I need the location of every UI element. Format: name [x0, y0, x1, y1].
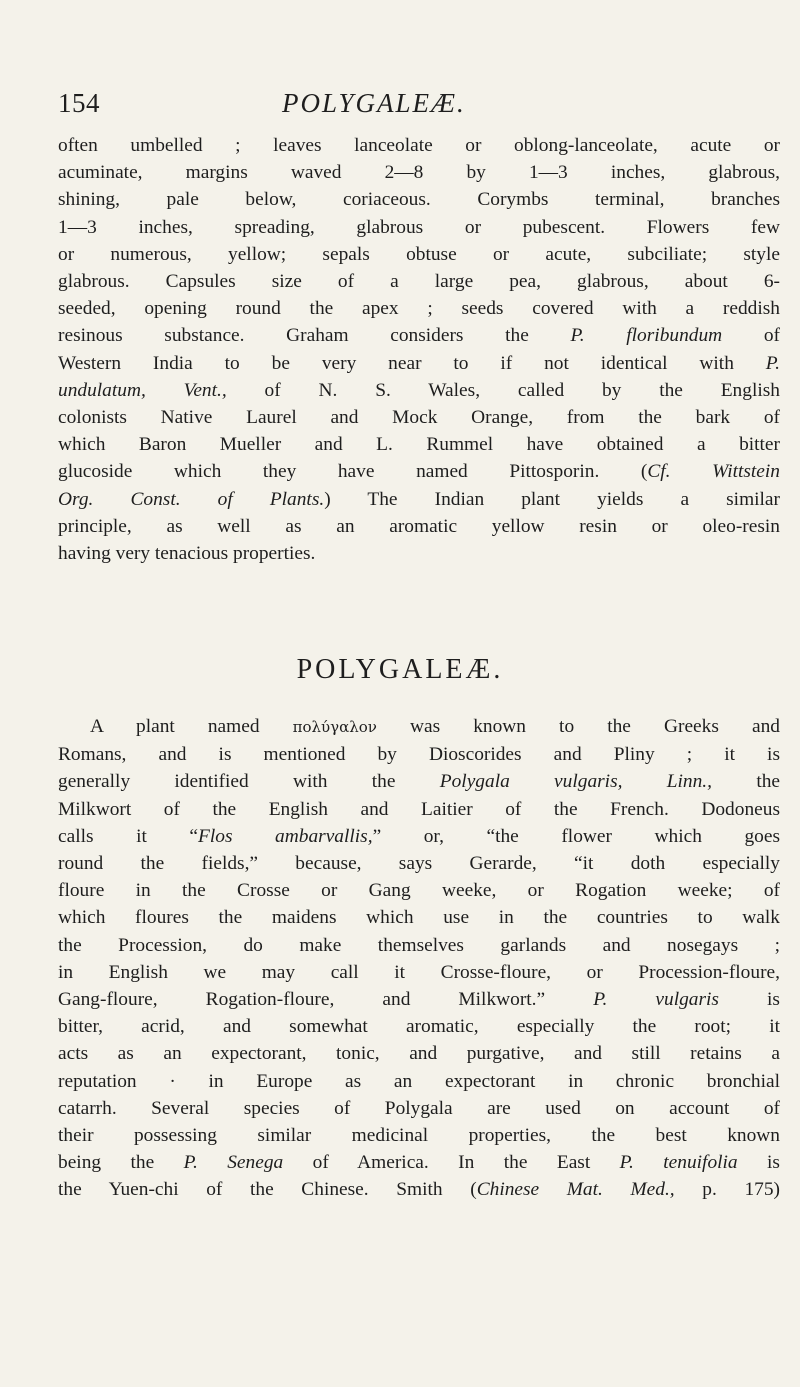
text-line: in English we may call it Crosse-floure, or Procession-floure,	[58, 961, 780, 983]
text-line: catarrh. Several species of Polygala are used on account of	[58, 1097, 780, 1119]
text-line: their possessing similar medicinal properties, the best known	[58, 1125, 780, 1147]
paragraph-polygala	[58, 713, 780, 1204]
text-line: the Procession, do make themselves garlands and nosegays ;	[58, 934, 780, 956]
species-name: P.	[765, 352, 780, 374]
citation: Plants.	[269, 488, 325, 510]
text-line: bitter, acrid, and somewhat aromatic, especially the root; it	[58, 1016, 780, 1038]
text-run: of	[763, 325, 780, 347]
species-name: P. tenuifolia	[619, 1152, 738, 1174]
text-run: of N. S. Wales, called by the English	[264, 379, 780, 401]
text-run: of America. In the East	[312, 1152, 591, 1174]
text-line: which floures the maidens which use in the countries to walk	[58, 907, 780, 929]
citation: Chinese Mat. Med.,	[476, 1179, 675, 1201]
citation: of	[217, 488, 233, 510]
text-line	[58, 986, 780, 1013]
running-title: POLYGALEÆ.	[282, 88, 466, 118]
text-line: Milkwort of the English and Laitier of the French. Dodoneus	[58, 798, 780, 820]
text-line	[58, 486, 780, 513]
page-number: 154	[58, 88, 100, 118]
running-head	[58, 88, 778, 122]
species-name: undulatum, Vent.,	[58, 379, 227, 401]
text-line: Romans, and is mentioned by Dioscorides and Pliny ; it is	[58, 744, 780, 766]
species-name: P. vulgaris	[593, 989, 719, 1011]
citation: Cf. Wittstein	[647, 461, 780, 483]
text-run: calls it “	[58, 825, 199, 847]
text-run: A plant named	[90, 716, 260, 737]
text-line: glabrous. Capsules size of a large pea, glabrous, about 6-	[58, 271, 780, 293]
species-name: P. floribundum	[570, 325, 723, 347]
text-line: seeded, opening round the apex ; seeds covered with a reddish	[58, 298, 780, 320]
text-line: round the fields,” because, says Gerarde, “it doth especially	[58, 853, 780, 875]
text-line: principle, as well as an aromatic yellow resin or oleo-resin	[58, 515, 780, 537]
paragraph-pittosporum	[58, 132, 780, 567]
text-line: which Baron Mueller and L. Rummel have obtained a bitter	[58, 434, 780, 456]
greek-word: πολύγαλον	[292, 718, 377, 736]
text-run: Western India to be very near to if not identical with	[58, 352, 734, 374]
text-run: the Yuen-chi of the Chinese. Smith (	[58, 1179, 477, 1201]
text-run: is	[767, 1152, 780, 1174]
text-run: ) The Indian plant yields a similar	[324, 488, 780, 510]
text-line	[58, 350, 780, 377]
text-line	[58, 768, 780, 795]
text-line	[58, 377, 780, 404]
text-line: often umbelled ; leaves lanceolate or oblong-lanceolate, acute or	[58, 135, 780, 156]
text-run: was known to the Greeks and	[409, 716, 780, 737]
text-line	[58, 458, 780, 485]
species-name: P. Senega	[183, 1152, 284, 1174]
text-line: shining, pale below, coriaceous. Corymbs terminal, branches	[58, 189, 780, 211]
text-line	[58, 1176, 780, 1203]
text-line: floure in the Crosse or Gang weeke, or Rogation weeke; of	[58, 880, 780, 902]
species-name: Polygala vulgaris, Linn.,	[439, 771, 713, 793]
text-line: reputation · in Europe as an expectorant in chronic bronchial	[58, 1070, 780, 1092]
text-line	[58, 713, 780, 741]
text-line	[58, 823, 780, 850]
text-line: acuminate, margins waved 2—8 by 1—3 inches, glabrous,	[58, 162, 780, 184]
text-line: or numerous, yellow; sepals obtuse or acute, subciliate; style	[58, 243, 780, 265]
text-line: colonists Native Laurel and Mock Orange, from the bark of	[58, 407, 780, 429]
section-heading: POLYGALEÆ.	[296, 654, 504, 685]
text-line	[58, 322, 780, 349]
latin-phrase: Flos ambarvallis,	[198, 825, 373, 847]
text-run: ” or, “the flower which goes	[372, 825, 780, 847]
text-line	[58, 1149, 780, 1176]
text-line: having very tenacious properties.	[58, 543, 316, 565]
citation: Org. Const.	[58, 488, 181, 510]
text-run: being the	[58, 1152, 155, 1174]
text-run: the	[756, 771, 781, 793]
text-run: glucoside which they have named Pittosporin. (	[58, 461, 648, 483]
text-run: resinous substance. Graham considers the	[58, 325, 529, 347]
text-line: 1—3 inches, spreading, glabrous or pubescent. Flowers few	[58, 216, 780, 238]
text-run: p. 175)	[702, 1179, 781, 1201]
text-run: is	[767, 989, 780, 1011]
text-run: Gang-floure, Rogation-floure, and Milkwort.”	[58, 989, 546, 1011]
text-run: generally identified with the	[58, 771, 396, 793]
text-line: acts as an expectorant, tonic, and purgative, and still retains a	[58, 1043, 780, 1065]
